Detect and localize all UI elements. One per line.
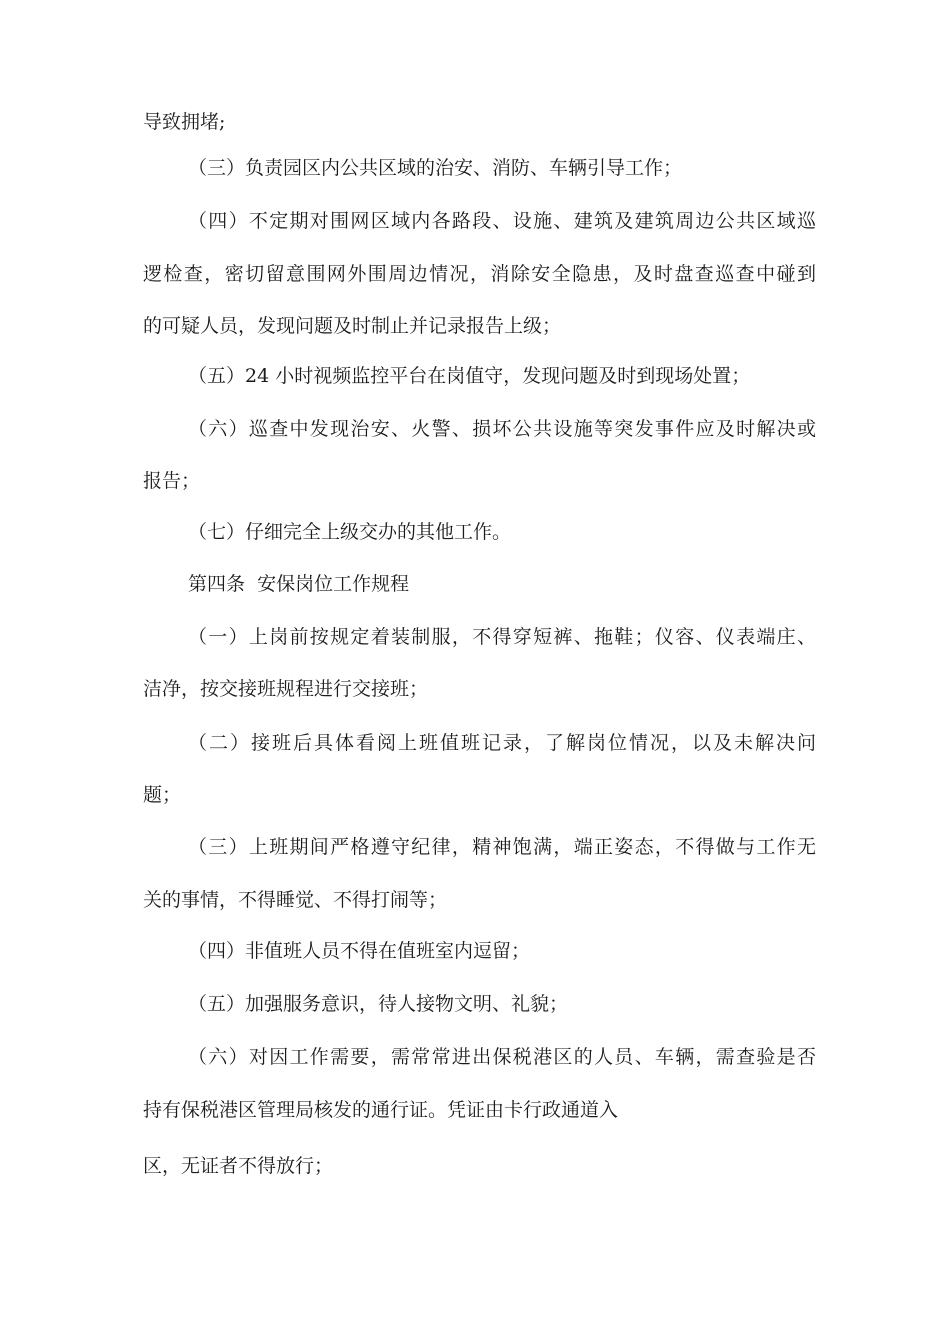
text-line: 的可疑人员，发现问题及时制止并记录报告上级；	[143, 315, 562, 337]
text-line: 报告；	[143, 470, 201, 492]
text-line: （三）上班期间严格遵守纪律，精神饱满，端正姿态，不得做与工作无	[188, 836, 816, 858]
text-line: 导致拥堵;	[143, 111, 226, 133]
section-heading: 第四条 安保岗位工作规程	[188, 573, 410, 595]
text-line: 洁净，按交接班规程进行交接班；	[143, 678, 429, 700]
text-line: （四）非值班人员不得在值班室内逗留；	[188, 940, 531, 962]
text-line: （三）负责园区内公共区域的治安、消防、车辆引导工作；	[188, 157, 683, 179]
text-line: （二）接班后具体看阅上班值班记录，了解岗位情况，以及未解决问	[188, 732, 816, 754]
text-line: （一）上岗前按规定着装制服，不得穿短裤、拖鞋；仪容、仪表端庄、	[188, 626, 816, 648]
text-line: （六）对因工作需要，需常常进出保税港区的人员、车辆，需查验是否	[188, 1046, 816, 1068]
text-line: （四）不定期对围网区域内各路段、设施、建筑及建筑周边公共区域巡	[188, 210, 816, 232]
text-line: 持有保税港区管理局核发的通行证。凭证由卡行政通道入	[143, 1099, 619, 1121]
text-line: （六）巡查中发现治安、火警、损坏公共设施等突发事件应及时解决或	[188, 418, 816, 440]
text-line: 关的事情，不得睡觉、不得打闹等；	[143, 889, 448, 911]
text-line: （五）24 小时视频监控平台在岗值守，发现问题及时到现场处置；	[188, 365, 751, 387]
text-line: 区，无证者不得放行；	[143, 1155, 334, 1177]
text-line: （五）加强服务意识，待人接物文明、礼貌；	[188, 993, 569, 1015]
text-line: （七）仔细完全上级交办的其他工作。	[188, 521, 512, 543]
text-line: 题；	[143, 784, 182, 806]
text-line: 逻检查，密切留意围网外围周边情况，消除安全隐患，及时盘查巡查中碰到	[143, 263, 816, 285]
